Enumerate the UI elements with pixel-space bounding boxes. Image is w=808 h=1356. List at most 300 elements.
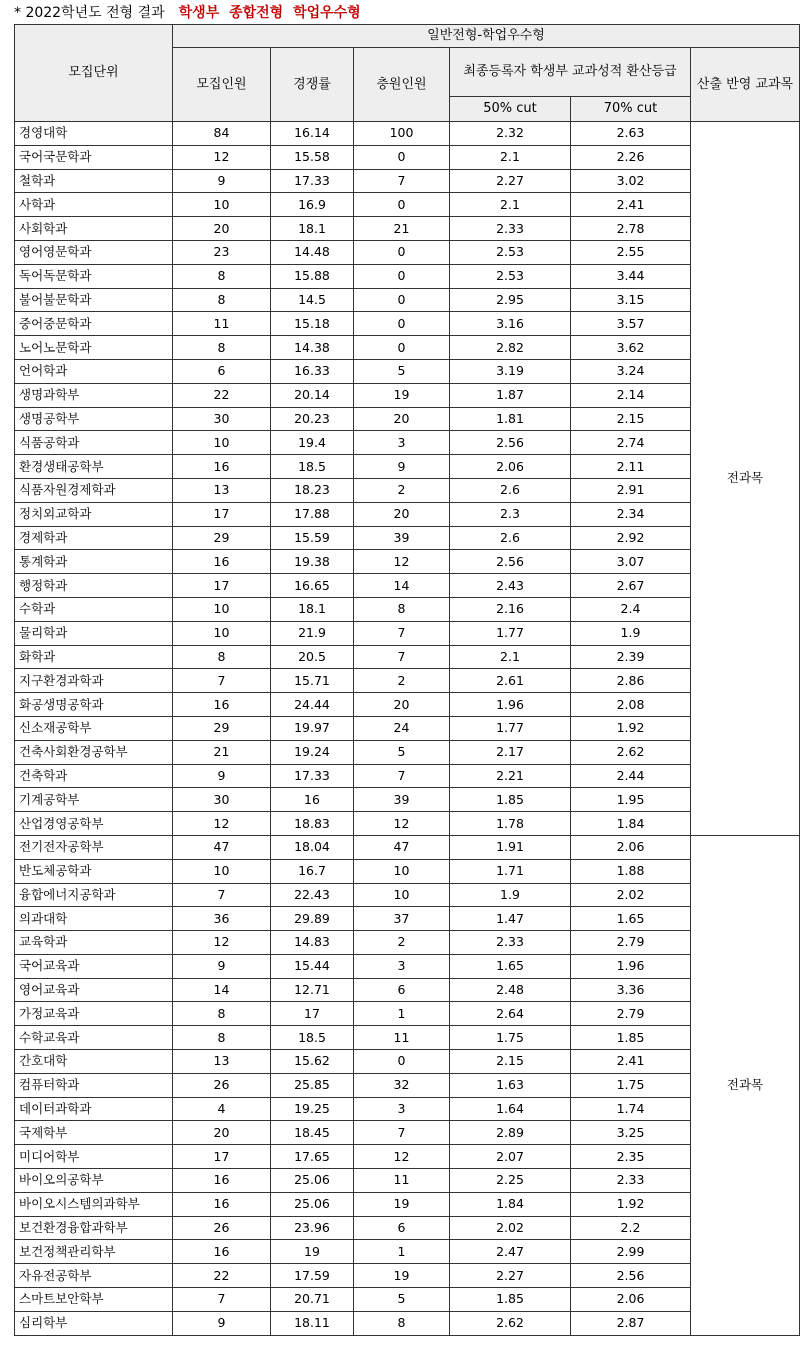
additional-count: 7 — [354, 169, 450, 193]
additional-count: 5 — [354, 359, 450, 383]
additional-count: 19 — [354, 1264, 450, 1288]
table-row — [15, 455, 800, 479]
cut50-grade: 2.33 — [450, 931, 571, 955]
competition-rate: 21.9 — [271, 621, 354, 645]
table-row — [15, 1311, 800, 1335]
additional-count: 11 — [354, 1026, 450, 1050]
cut50-grade: 1.87 — [450, 383, 571, 407]
cut50-grade: 2.27 — [450, 169, 571, 193]
unit-name: 자유전공학부 — [15, 1264, 173, 1288]
additional-count: 1 — [354, 1002, 450, 1026]
additional-count: 0 — [354, 1050, 450, 1074]
additional-count: 19 — [354, 1192, 450, 1216]
unit-name: 생명과학부 — [15, 383, 173, 407]
recruit-count: 10 — [173, 621, 271, 645]
unit-name: 건축학과 — [15, 764, 173, 788]
unit-name: 생명공학부 — [15, 407, 173, 431]
additional-count: 0 — [354, 288, 450, 312]
additional-count: 5 — [354, 1288, 450, 1312]
header-cut70: 70% cut — [571, 97, 691, 122]
additional-count: 0 — [354, 145, 450, 169]
additional-count: 20 — [354, 407, 450, 431]
cut70-grade: 1.95 — [571, 788, 691, 812]
unit-name: 경영대학 — [15, 122, 173, 146]
additional-count: 100 — [354, 122, 450, 146]
cut70-grade: 2.78 — [571, 217, 691, 241]
recruit-count: 12 — [173, 812, 271, 836]
unit-name: 보건정책관리학부 — [15, 1240, 173, 1264]
table-row — [15, 431, 800, 455]
cut50-grade: 2.56 — [450, 550, 571, 574]
cut50-grade: 1.64 — [450, 1097, 571, 1121]
table-row — [15, 1026, 800, 1050]
table-row — [15, 669, 800, 693]
recruit-count: 84 — [173, 122, 271, 146]
recruit-count: 8 — [173, 1002, 271, 1026]
cut70-grade: 2.2 — [571, 1216, 691, 1240]
competition-rate: 17.88 — [271, 502, 354, 526]
recruit-count: 8 — [173, 264, 271, 288]
cut70-grade: 1.85 — [571, 1026, 691, 1050]
recruit-count: 26 — [173, 1073, 271, 1097]
unit-name: 영어영문학과 — [15, 240, 173, 264]
competition-rate: 17.33 — [271, 764, 354, 788]
competition-rate: 29.89 — [271, 907, 354, 931]
recruit-count: 17 — [173, 1145, 271, 1169]
additional-count: 7 — [354, 764, 450, 788]
page-title — [14, 3, 361, 23]
cut50-grade: 2.53 — [450, 240, 571, 264]
recruit-count: 13 — [173, 1050, 271, 1074]
unit-name: 수학교육과 — [15, 1026, 173, 1050]
table-row — [15, 312, 800, 336]
competition-rate: 20.14 — [271, 383, 354, 407]
cut50-grade: 2.33 — [450, 217, 571, 241]
recruit-count: 7 — [173, 1288, 271, 1312]
table-row — [15, 359, 800, 383]
competition-rate: 17.65 — [271, 1145, 354, 1169]
table-row — [15, 812, 800, 836]
cut50-grade: 1.85 — [450, 1288, 571, 1312]
cut50-grade: 2.43 — [450, 574, 571, 598]
unit-name: 철학과 — [15, 169, 173, 193]
cut50-grade: 1.63 — [450, 1073, 571, 1097]
table-row — [15, 1097, 800, 1121]
recruit-count: 8 — [173, 336, 271, 360]
cut70-grade: 2.87 — [571, 1311, 691, 1335]
cut70-grade: 2.15 — [571, 407, 691, 431]
recruit-count: 22 — [173, 1264, 271, 1288]
additional-count: 9 — [354, 455, 450, 479]
competition-rate: 18.1 — [271, 217, 354, 241]
recruit-count: 12 — [173, 145, 271, 169]
additional-count: 0 — [354, 312, 450, 336]
cut50-grade: 2.53 — [450, 264, 571, 288]
table-row — [15, 288, 800, 312]
competition-rate: 14.38 — [271, 336, 354, 360]
competition-rate: 18.04 — [271, 835, 354, 859]
cut50-grade: 2.27 — [450, 1264, 571, 1288]
competition-rate: 16.33 — [271, 359, 354, 383]
cut50-grade: 2.82 — [450, 336, 571, 360]
table-header — [15, 25, 800, 122]
table-row — [15, 716, 800, 740]
recruit-count: 10 — [173, 431, 271, 455]
cut50-grade: 2.15 — [450, 1050, 571, 1074]
competition-rate: 18.5 — [271, 1026, 354, 1050]
cut70-grade: 2.86 — [571, 669, 691, 693]
competition-rate: 22.43 — [271, 883, 354, 907]
cut70-grade: 1.9 — [571, 621, 691, 645]
table-body — [15, 122, 800, 1336]
recruit-count: 16 — [173, 693, 271, 717]
cut70-grade: 2.99 — [571, 1240, 691, 1264]
unit-name: 영어교육과 — [15, 978, 173, 1002]
unit-name: 물리학과 — [15, 621, 173, 645]
recruit-count: 29 — [173, 716, 271, 740]
recruit-count: 36 — [173, 907, 271, 931]
cut50-grade: 2.17 — [450, 740, 571, 764]
cut70-grade: 2.62 — [571, 740, 691, 764]
recruit-count: 9 — [173, 764, 271, 788]
cut70-grade: 1.88 — [571, 859, 691, 883]
cut70-grade: 1.84 — [571, 812, 691, 836]
cut50-grade: 2.32 — [450, 122, 571, 146]
competition-rate: 20.5 — [271, 645, 354, 669]
competition-rate: 16.7 — [271, 859, 354, 883]
cut50-grade: 1.77 — [450, 621, 571, 645]
cut50-grade: 1.75 — [450, 1026, 571, 1050]
recruit-count: 26 — [173, 1216, 271, 1240]
table-row — [15, 1169, 800, 1193]
cut70-grade: 2.4 — [571, 597, 691, 621]
recruit-count: 16 — [173, 1240, 271, 1264]
table-row — [15, 1264, 800, 1288]
unit-name: 식품공학과 — [15, 431, 173, 455]
unit-name: 사회학과 — [15, 217, 173, 241]
title-highlight: 학생부 종합전형 학업우수형 — [178, 5, 361, 21]
cut50-grade: 1.84 — [450, 1192, 571, 1216]
unit-name: 전기전자공학부 — [15, 835, 173, 859]
cut70-grade: 3.24 — [571, 359, 691, 383]
header-group: 일반전형-학업우수형 — [173, 25, 800, 48]
recruit-count: 9 — [173, 1311, 271, 1335]
cut50-grade: 1.81 — [450, 407, 571, 431]
table-row — [15, 145, 800, 169]
competition-rate: 15.62 — [271, 1050, 354, 1074]
additional-count: 6 — [354, 978, 450, 1002]
competition-rate: 20.71 — [271, 1288, 354, 1312]
cut70-grade: 2.06 — [571, 1288, 691, 1312]
cut70-grade: 2.79 — [571, 1002, 691, 1026]
unit-name: 융합에너지공학과 — [15, 883, 173, 907]
competition-rate: 18.1 — [271, 597, 354, 621]
cut50-grade: 2.95 — [450, 288, 571, 312]
additional-count: 3 — [354, 1097, 450, 1121]
unit-name: 정치외교학과 — [15, 502, 173, 526]
additional-count: 2 — [354, 478, 450, 502]
cut70-grade: 3.62 — [571, 336, 691, 360]
additional-count: 32 — [354, 1073, 450, 1097]
additional-count: 7 — [354, 1121, 450, 1145]
cut70-grade: 1.92 — [571, 1192, 691, 1216]
table-row — [15, 1050, 800, 1074]
recruit-count: 10 — [173, 859, 271, 883]
recruit-count: 47 — [173, 835, 271, 859]
table-row — [15, 526, 800, 550]
table-row — [15, 1073, 800, 1097]
cut70-grade: 2.35 — [571, 1145, 691, 1169]
additional-count: 0 — [354, 336, 450, 360]
table-row — [15, 1121, 800, 1145]
cut70-grade: 2.63 — [571, 122, 691, 146]
cut50-grade: 1.91 — [450, 835, 571, 859]
recruit-count: 4 — [173, 1097, 271, 1121]
additional-count: 12 — [354, 812, 450, 836]
competition-rate: 15.88 — [271, 264, 354, 288]
competition-rate: 14.48 — [271, 240, 354, 264]
unit-name: 간호대학 — [15, 1050, 173, 1074]
competition-rate: 16.65 — [271, 574, 354, 598]
cut50-grade: 2.89 — [450, 1121, 571, 1145]
recruit-count: 8 — [173, 288, 271, 312]
recruit-count: 7 — [173, 669, 271, 693]
table-row — [15, 383, 800, 407]
table-row — [15, 740, 800, 764]
header-competition: 경쟁률 — [271, 48, 354, 122]
table-row — [15, 693, 800, 717]
cut50-grade: 2.25 — [450, 1169, 571, 1193]
cut70-grade: 3.07 — [571, 550, 691, 574]
competition-rate: 19.25 — [271, 1097, 354, 1121]
table-row — [15, 978, 800, 1002]
unit-name: 컴퓨터학과 — [15, 1073, 173, 1097]
recruit-count: 23 — [173, 240, 271, 264]
competition-rate: 18.23 — [271, 478, 354, 502]
table-row — [15, 336, 800, 360]
cut70-grade: 2.06 — [571, 835, 691, 859]
competition-rate: 12.71 — [271, 978, 354, 1002]
cut50-grade: 2.6 — [450, 478, 571, 502]
additional-count: 7 — [354, 621, 450, 645]
unit-name: 의과대학 — [15, 907, 173, 931]
cut50-grade: 2.21 — [450, 764, 571, 788]
cut70-grade: 2.34 — [571, 502, 691, 526]
title-prefix: * 2022학년도 전형 결과 — [14, 5, 165, 21]
additional-count: 8 — [354, 597, 450, 621]
unit-name: 사학과 — [15, 193, 173, 217]
competition-rate: 25.85 — [271, 1073, 354, 1097]
table-row — [15, 264, 800, 288]
unit-name: 교육학과 — [15, 931, 173, 955]
cut50-grade: 1.47 — [450, 907, 571, 931]
recruit-count: 6 — [173, 359, 271, 383]
table-row — [15, 621, 800, 645]
additional-count: 2 — [354, 931, 450, 955]
additional-count: 19 — [354, 383, 450, 407]
table-row — [15, 217, 800, 241]
recruit-count: 9 — [173, 954, 271, 978]
cut70-grade: 3.44 — [571, 264, 691, 288]
cut70-grade: 2.55 — [571, 240, 691, 264]
cut70-grade: 2.74 — [571, 431, 691, 455]
recruit-count: 21 — [173, 740, 271, 764]
cut50-grade: 2.16 — [450, 597, 571, 621]
cut50-grade: 1.78 — [450, 812, 571, 836]
cut50-grade: 2.06 — [450, 455, 571, 479]
recruit-count: 10 — [173, 193, 271, 217]
competition-rate: 17 — [271, 1002, 354, 1026]
table-row — [15, 1216, 800, 1240]
recruit-count: 12 — [173, 931, 271, 955]
cut50-grade: 2.6 — [450, 526, 571, 550]
cut50-grade: 2.1 — [450, 645, 571, 669]
unit-name: 언어학과 — [15, 359, 173, 383]
unit-name: 지구환경과학과 — [15, 669, 173, 693]
table-row — [15, 1288, 800, 1312]
additional-count: 7 — [354, 645, 450, 669]
competition-rate: 14.83 — [271, 931, 354, 955]
competition-rate: 17.59 — [271, 1264, 354, 1288]
cut70-grade: 3.25 — [571, 1121, 691, 1145]
cut70-grade: 2.79 — [571, 931, 691, 955]
competition-rate: 19.4 — [271, 431, 354, 455]
recruit-count: 16 — [173, 1169, 271, 1193]
cut70-grade: 2.02 — [571, 883, 691, 907]
cut70-grade: 3.36 — [571, 978, 691, 1002]
subject-group-cell: 전과목 — [691, 122, 800, 836]
table-row — [15, 122, 800, 146]
competition-rate: 19.38 — [271, 550, 354, 574]
unit-name: 신소재공학부 — [15, 716, 173, 740]
competition-rate: 19.97 — [271, 716, 354, 740]
cut70-grade: 3.02 — [571, 169, 691, 193]
unit-name: 노어노문학과 — [15, 336, 173, 360]
cut70-grade: 1.92 — [571, 716, 691, 740]
table-row — [15, 907, 800, 931]
competition-rate: 24.44 — [271, 693, 354, 717]
additional-count: 1 — [354, 1240, 450, 1264]
recruit-count: 17 — [173, 574, 271, 598]
recruit-count: 8 — [173, 1026, 271, 1050]
additional-count: 11 — [354, 1169, 450, 1193]
recruit-count: 14 — [173, 978, 271, 1002]
table-row — [15, 954, 800, 978]
competition-rate: 19 — [271, 1240, 354, 1264]
unit-name: 바이오시스템의과학부 — [15, 1192, 173, 1216]
unit-name: 바이오의공학부 — [15, 1169, 173, 1193]
competition-rate: 17.33 — [271, 169, 354, 193]
cut70-grade: 2.11 — [571, 455, 691, 479]
header-recruit: 모집인원 — [173, 48, 271, 122]
cut70-grade: 2.26 — [571, 145, 691, 169]
unit-name: 기계공학부 — [15, 788, 173, 812]
additional-count: 5 — [354, 740, 450, 764]
cut50-grade: 2.48 — [450, 978, 571, 1002]
cut50-grade: 1.77 — [450, 716, 571, 740]
recruit-count: 10 — [173, 597, 271, 621]
recruit-count: 20 — [173, 1121, 271, 1145]
table-row — [15, 1240, 800, 1264]
cut50-grade: 2.02 — [450, 1216, 571, 1240]
cut70-grade: 1.96 — [571, 954, 691, 978]
unit-name: 행정학과 — [15, 574, 173, 598]
cut70-grade: 3.15 — [571, 288, 691, 312]
table-row — [15, 597, 800, 621]
cut70-grade: 2.08 — [571, 693, 691, 717]
recruit-count: 16 — [173, 550, 271, 574]
cut50-grade: 2.61 — [450, 669, 571, 693]
cut50-grade: 2.1 — [450, 145, 571, 169]
table-row — [15, 931, 800, 955]
competition-rate: 15.71 — [271, 669, 354, 693]
unit-name: 화공생명공학과 — [15, 693, 173, 717]
cut70-grade: 2.33 — [571, 1169, 691, 1193]
cut50-grade: 1.9 — [450, 883, 571, 907]
competition-rate: 23.96 — [271, 1216, 354, 1240]
unit-name: 수학과 — [15, 597, 173, 621]
additional-count: 20 — [354, 693, 450, 717]
admission-results-table — [14, 24, 800, 1336]
additional-count: 12 — [354, 1145, 450, 1169]
cut50-grade: 3.16 — [450, 312, 571, 336]
table-row — [15, 1002, 800, 1026]
header-cut50: 50% cut — [450, 97, 571, 122]
competition-rate: 16 — [271, 788, 354, 812]
competition-rate: 15.59 — [271, 526, 354, 550]
additional-count: 8 — [354, 1311, 450, 1335]
additional-count: 0 — [354, 193, 450, 217]
recruit-count: 16 — [173, 455, 271, 479]
table-row — [15, 502, 800, 526]
unit-name: 국어교육과 — [15, 954, 173, 978]
cut70-grade: 2.91 — [571, 478, 691, 502]
table-row — [15, 550, 800, 574]
recruit-count: 20 — [173, 217, 271, 241]
additional-count: 12 — [354, 550, 450, 574]
header-unit: 모집단위 — [15, 25, 173, 122]
cut50-grade: 2.56 — [450, 431, 571, 455]
additional-count: 24 — [354, 716, 450, 740]
competition-rate: 18.5 — [271, 455, 354, 479]
recruit-count: 16 — [173, 1192, 271, 1216]
unit-name: 건축사회환경공학부 — [15, 740, 173, 764]
recruit-count: 13 — [173, 478, 271, 502]
table-row — [15, 645, 800, 669]
additional-count: 10 — [354, 859, 450, 883]
additional-count: 0 — [354, 264, 450, 288]
unit-name: 경제학과 — [15, 526, 173, 550]
cut50-grade: 3.19 — [450, 359, 571, 383]
unit-name: 환경생태공학부 — [15, 455, 173, 479]
competition-rate: 18.45 — [271, 1121, 354, 1145]
unit-name: 반도체공학과 — [15, 859, 173, 883]
cut70-grade: 2.41 — [571, 1050, 691, 1074]
table-row — [15, 1192, 800, 1216]
additional-count: 3 — [354, 954, 450, 978]
cut50-grade: 2.3 — [450, 502, 571, 526]
cut50-grade: 2.1 — [450, 193, 571, 217]
additional-count: 0 — [354, 240, 450, 264]
additional-count: 14 — [354, 574, 450, 598]
cut70-grade: 2.41 — [571, 193, 691, 217]
table-row — [15, 407, 800, 431]
unit-name: 독어독문학과 — [15, 264, 173, 288]
table-row — [15, 574, 800, 598]
cut70-grade: 2.67 — [571, 574, 691, 598]
unit-name: 불어불문학과 — [15, 288, 173, 312]
competition-rate: 19.24 — [271, 740, 354, 764]
